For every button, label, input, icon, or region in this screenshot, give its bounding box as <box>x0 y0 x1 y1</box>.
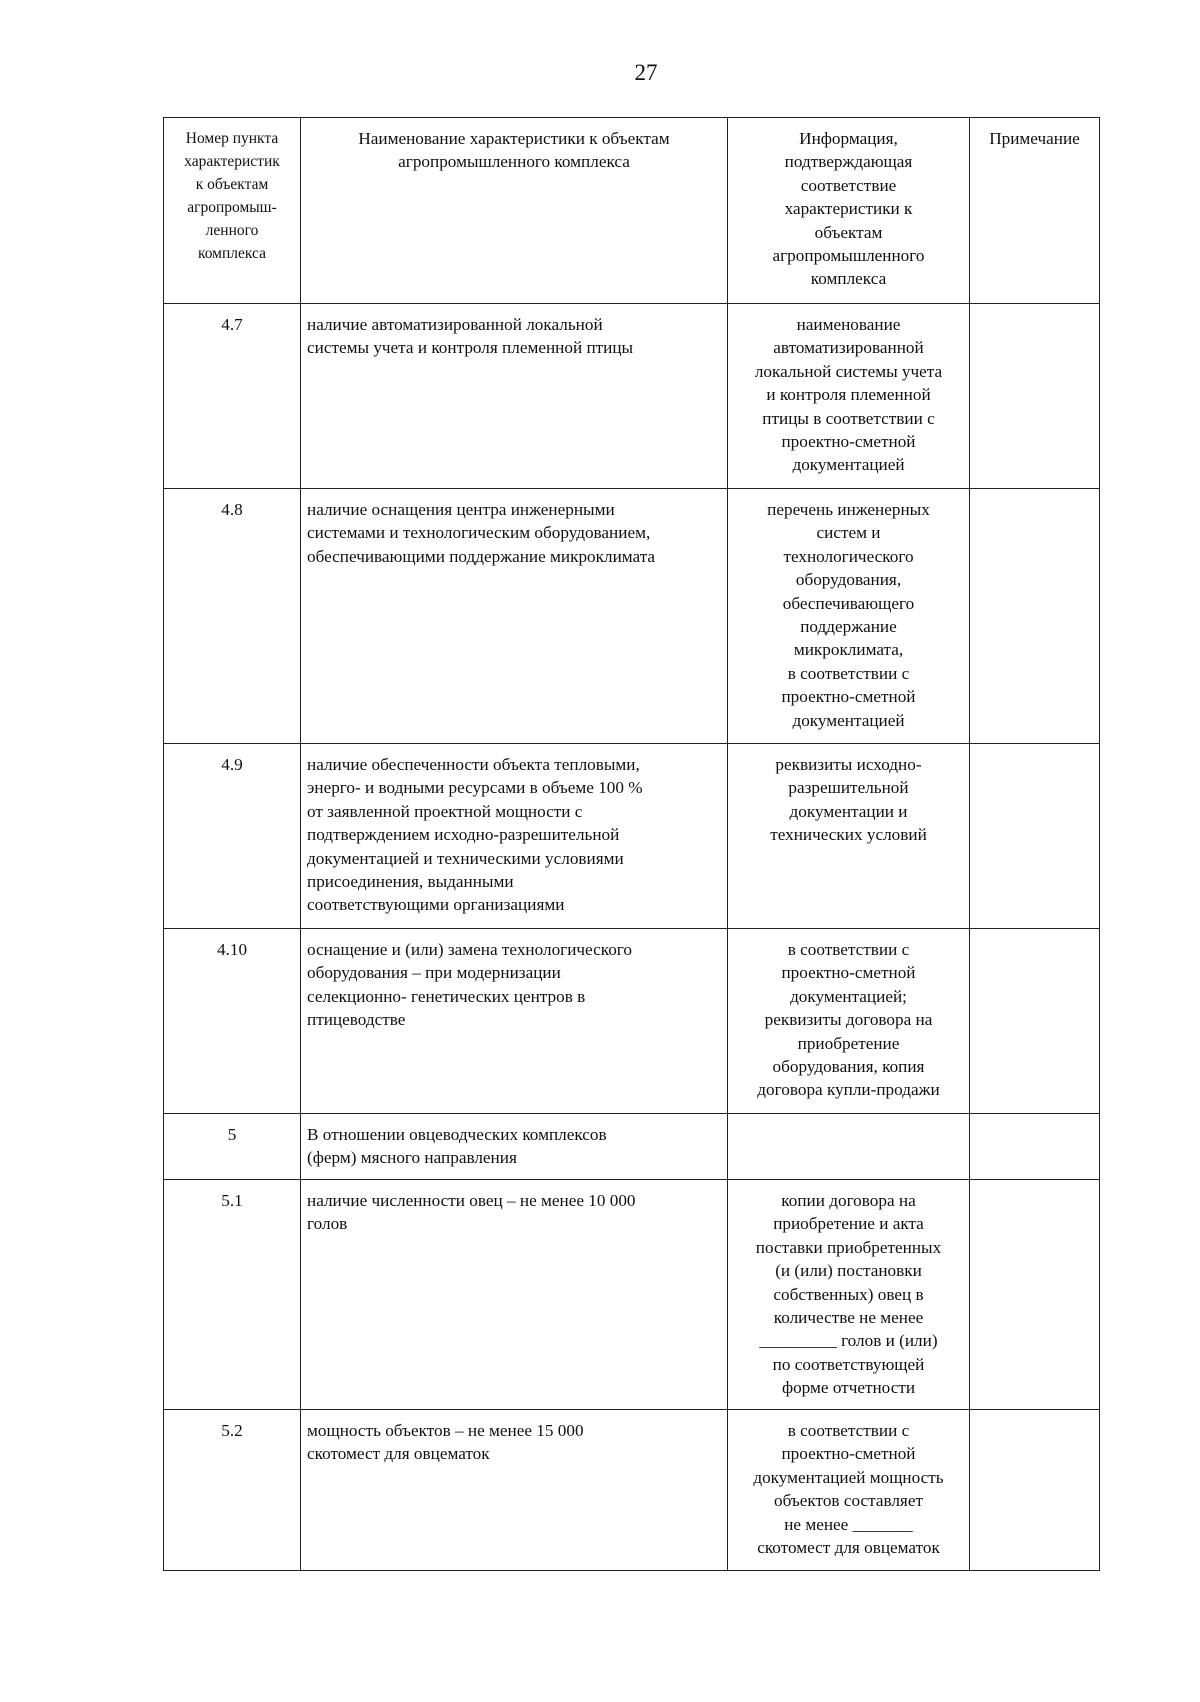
row-number: 4.9 <box>164 744 301 929</box>
row-characteristic: наличие автоматизированной локальной системы учета и контроля племенной птицы <box>301 304 728 489</box>
row-confirming-info: в соответствии с проектно-сметной документацией; реквизиты договора на приобретение оборудования, копия договора купли-продажи <box>728 929 970 1114</box>
row-characteristic: В отношении овцеводческих комплексов (ферм) мясного направления <box>301 1114 728 1180</box>
header-note: Примечание <box>970 118 1100 304</box>
row-number: 4.7 <box>164 304 301 489</box>
row-confirming-info <box>728 1114 970 1180</box>
row-note <box>970 744 1100 929</box>
row-confirming-info: реквизиты исходно- разрешительной документации и технических условий <box>728 744 970 929</box>
row-characteristic: наличие оснащения центра инженерными системами и технологическим оборудованием, обеспечивающими поддержание микроклимата <box>301 489 728 744</box>
row-confirming-info: наименование автоматизированной локальной системы учета и контроля племенной птицы в соответствии с проектно-сметной документацией <box>728 304 970 489</box>
row-note <box>970 489 1100 744</box>
row-number: 5.1 <box>164 1180 301 1410</box>
characteristics-table <box>163 117 1100 1571</box>
table-row <box>164 1114 1100 1180</box>
row-note <box>970 1114 1100 1180</box>
table-row <box>164 489 1100 744</box>
table-row <box>164 304 1100 489</box>
row-characteristic: наличие обеспеченности объекта тепловыми, энерго- и водными ресурсами в объеме 100 % от заявленной проектной мощности с подтверждением исходно-разрешительной документацией и техническими условиями присоединения, выданными соответствующими организациями <box>301 744 728 929</box>
row-number: 5.2 <box>164 1410 301 1571</box>
row-number: 4.10 <box>164 929 301 1114</box>
row-note <box>970 1410 1100 1571</box>
row-confirming-info: копии договора на приобретение и акта поставки приобретенных (и (или) постановки собственных) овец в количестве не менее _________ голов и (или) по соответствующей форме отчетности <box>728 1180 970 1410</box>
row-characteristic: мощность объектов – не менее 15 000 скотомест для овцематок <box>301 1410 728 1571</box>
row-number: 4.8 <box>164 489 301 744</box>
row-number: 5 <box>164 1114 301 1180</box>
row-characteristic: оснащение и (или) замена технологического оборудования – при модернизации селекционно- генетических центров в птицеводстве <box>301 929 728 1114</box>
table-row <box>164 1180 1100 1410</box>
page-number: 27 <box>634 60 658 85</box>
row-note <box>970 929 1100 1114</box>
table-row <box>164 929 1100 1114</box>
table-header-row <box>164 118 1100 304</box>
row-confirming-info: перечень инженерных систем и технологического оборудования, обеспечивающего поддержание микроклимата, в соответствии с проектно-сметной документацией <box>728 489 970 744</box>
table-row <box>164 744 1100 929</box>
row-characteristic: наличие численности овец – не менее 10 000 голов <box>301 1180 728 1410</box>
header-confirming-info: Информация, подтверждающая соответствие характеристики к объектам агропромышленного комплекса <box>728 118 970 304</box>
row-note <box>970 1180 1100 1410</box>
header-item-number: Номер пункта характеристик к объектам агропромыш- ленного комплекса <box>164 118 301 304</box>
table-row <box>164 1410 1100 1571</box>
row-confirming-info: в соответствии с проектно-сметной документацией мощность объектов составляет не менее _______ скотомест для овцематок <box>728 1410 970 1571</box>
header-characteristic-name: Наименование характеристики к объектам агропромышленного комплекса <box>301 118 728 304</box>
row-note <box>970 304 1100 489</box>
